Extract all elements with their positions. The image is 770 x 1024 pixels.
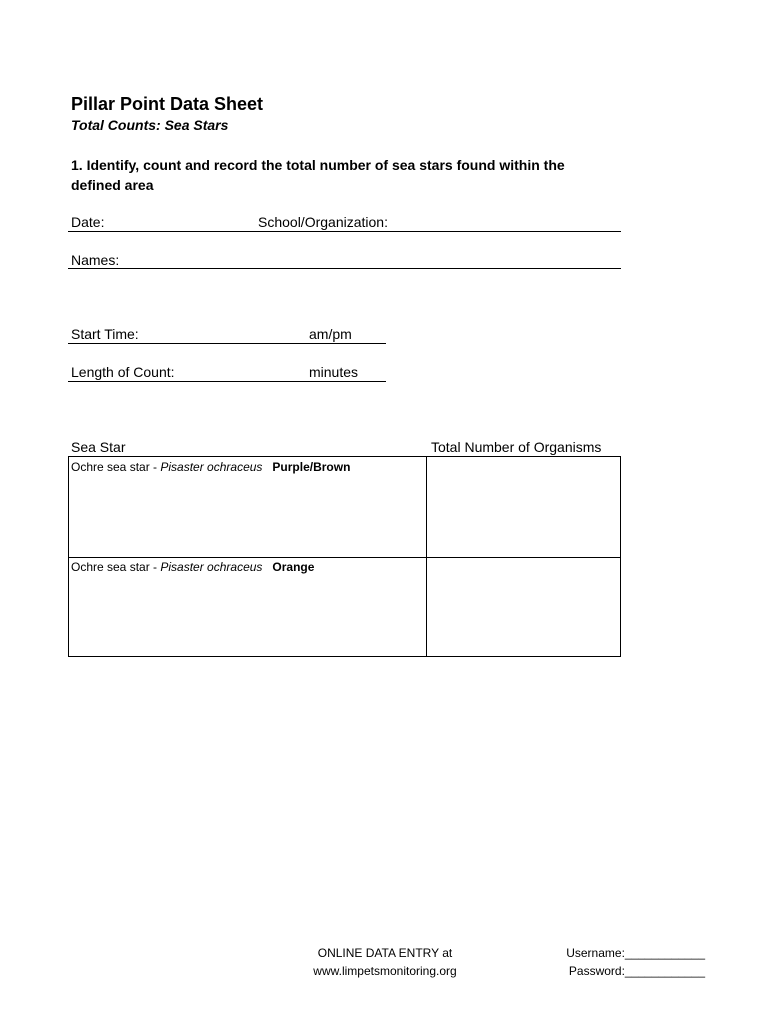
online-entry-note	[290, 944, 480, 980]
login-credentials	[540, 944, 705, 980]
start-time-label: Start Time:	[71, 326, 139, 342]
species-color: Purple/Brown	[272, 460, 351, 474]
start-time-field[interactable]	[68, 343, 386, 344]
names-label: Names:	[71, 252, 120, 268]
username-field: Username:____________	[566, 946, 705, 960]
species-common: Ochre sea star -	[71, 560, 161, 574]
species-color: Orange	[272, 560, 315, 574]
page-title: Pillar Point Data Sheet	[71, 94, 264, 114]
total-input-cell[interactable]	[427, 457, 620, 557]
school-label: School/Organization:	[258, 214, 388, 230]
table-row	[69, 457, 620, 558]
species-cell	[69, 457, 427, 557]
length-unit: minutes	[309, 364, 359, 380]
count-table	[68, 456, 621, 657]
col-header-total: Total Number of Organisms	[431, 439, 602, 455]
date-label: Date:	[71, 214, 105, 230]
table-row	[69, 557, 620, 657]
species-scientific: Pisaster ochraceus	[160, 460, 263, 474]
instruction-text: 1. Identify, count and record the total number of sea stars found within the defined area	[71, 157, 565, 193]
species-common: Ochre sea star -	[71, 460, 161, 474]
online-entry-line: ONLINE DATA ENTRY at	[317, 946, 453, 960]
total-input-cell[interactable]	[427, 557, 620, 657]
page-subtitle: Total Counts: Sea Stars	[71, 117, 229, 133]
password-field: Password:____________	[568, 964, 705, 978]
names-field[interactable]	[68, 268, 621, 269]
date-school-field[interactable]	[68, 231, 621, 232]
species-scientific: Pisaster ochraceus	[160, 560, 263, 574]
species-cell	[69, 557, 427, 657]
col-header-species: Sea Star	[71, 439, 126, 455]
length-label: Length of Count:	[71, 364, 175, 380]
start-time-unit: am/pm	[309, 326, 352, 342]
website-link[interactable]: www.limpetsmonitoring.org	[313, 964, 457, 978]
length-field[interactable]	[68, 381, 386, 382]
